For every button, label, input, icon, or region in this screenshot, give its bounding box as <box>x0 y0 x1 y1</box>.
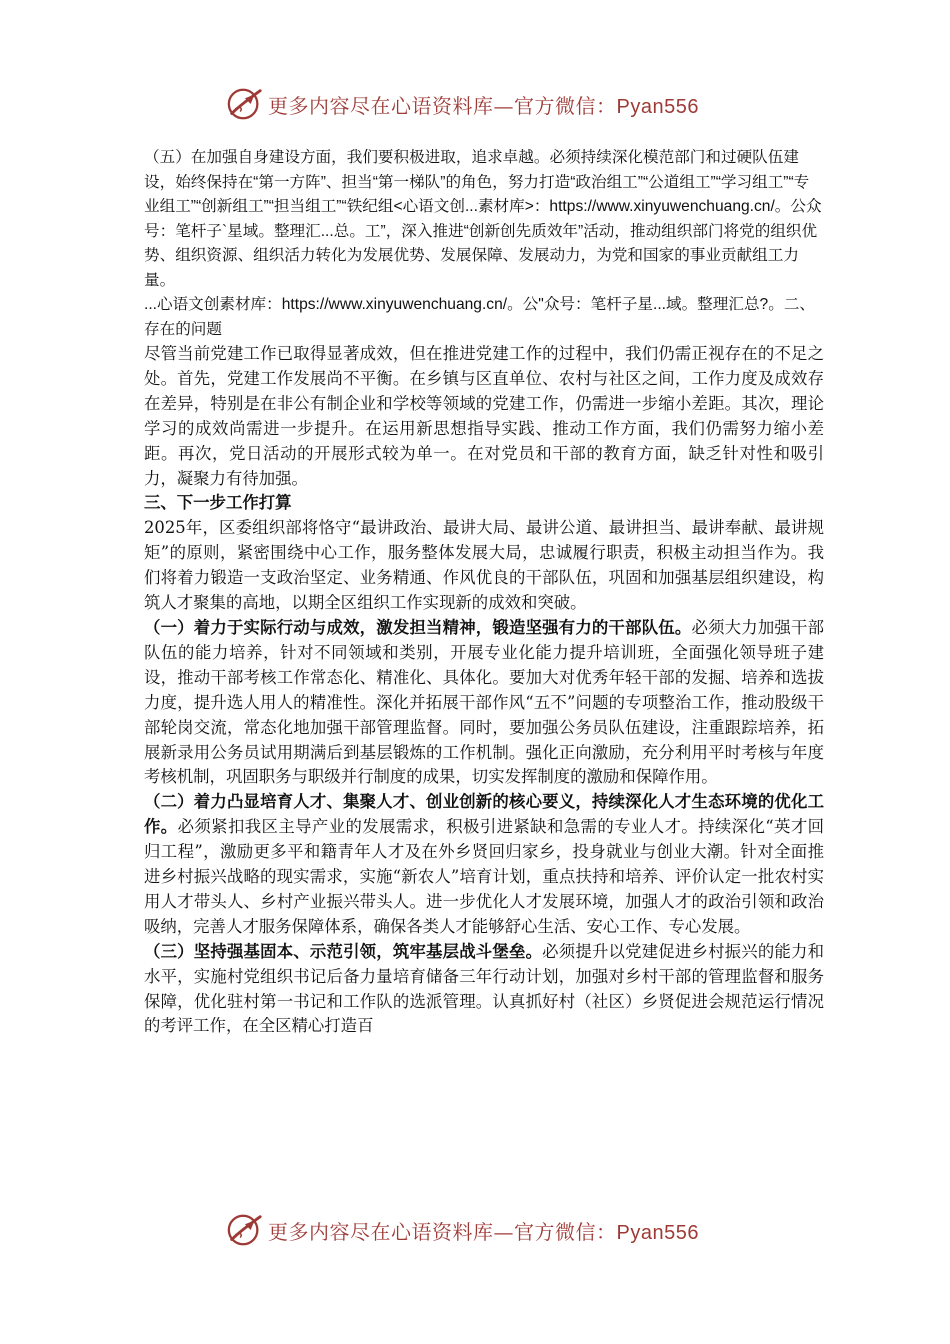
paragraph-heading-two: ...心语文创素材库：https://www.xinyuwenchuang.cn/。公"众号：笔杆子星...域。整理汇总?。二、存在的问题 <box>144 296 816 338</box>
banner-text: 更多内容尽在心语资料库—官方微信：Pyan556 <box>268 93 699 118</box>
wechat-id: Pyan556 <box>616 95 699 118</box>
paragraph-talent-lead: （二）着力凸显培育人才、集聚人才、创业创新的核心要义，持续深化人才生态环境的优化工作。 <box>144 792 824 837</box>
paragraph-problems: 尽管当前党建工作已取得显著成效，但在推进党建工作的过程中，我们仍需正视存在的不足之处。首先，党建工作发展尚不平衡。在乡镇与区直单位、农村与社区之间，工作力度及成效存在差异，特别是在非公有制企业和学校等领域的党建工作，仍需进一步缩小差距。其次，理论学习的成效尚需进一步提升。在运用新思想指导实践、推动工作方面，我们仍需努力缩小差距。再次，党日活动的开展形式较为单一。在对党员和干部的教育方面，缺乏针对性和吸引力，凝聚力有待加强。 <box>144 344 824 488</box>
document-body <box>144 146 824 1039</box>
wechat-id: Pyan556 <box>616 1221 699 1244</box>
pen-logo-icon <box>226 1211 264 1249</box>
paragraph-grassroots-text: 必须提升以党建促进乡村振兴的能力和水平，实施村党组织书记后备力量培育储备三年行动计划，加强对乡村干部的管理监督和服务保障，优化驻村第一书记和工作队的选派管理。认真抓好村（社区）乡贤促进会规范运行情况的考评工作，在全区精心打造百 <box>144 941 825 1036</box>
paragraph-2025-plan: 2025年，区委组织部将恪守“最讲政治、最讲大局、最讲公道、最讲担当、最讲奉献、最讲规矩”的原则，紧密围绕中心工作，服务整体发展大局，忠诚履行职责，积极主动担当作为。我们将着力锻造一支政治坚定、业务精通、作风优良的干部队伍，巩固和加强基层组织建设，构筑人才聚集的高地，以期全区组织工作实现新的成效和突破。 <box>144 518 824 613</box>
pen-logo-icon <box>226 85 264 123</box>
paragraph-five: （五）在加强自身建设方面，我们要积极进取，追求卓越。必须持续深化模范部门和过硬队伍建设，始终保持在“第一方阵”、担当“第一梯队”的角色，努力打造“政治组工”“公道组工”“学习组工”“专业组工”“创新组工”“担当组工”“铁纪组<心语文创...素材库>：https://www.xinyuwenchuang.cn/。公众号：笔杆子`星域。整理汇...总。工”，深入推进“创新创先质效年”活动，推动组织部门将党的组织优势、组织资源、组织活力转化为发展优势、发展保障、发展动力，为党和国家的事业贡献组工力量。 <box>144 149 822 289</box>
paragraph-grassroots-lead: （三）坚持强基固本、示范引领，筑牢基层战斗堡垒。 <box>144 941 543 961</box>
footer-banner <box>226 1210 699 1250</box>
paragraph-cadre-team <box>144 616 824 790</box>
paragraph-talent-text: 必须紧扣我区主导产业的发展需求，积极引进紧缺和急需的专业人才。持续深化“英才回归工程”，激励更多平和籍青年人才及在外乡贤回归家乡，投身就业与创业大潮。针对全面推进乡村振兴战略的现实需求，实施“新农人”培育计划，重点扶持和培养、评价认定一批农村实用人才带头人、乡村产业振兴带头人。进一步优化人才发展环境，加强人才的政治引领和政治吸纳，完善人才服务保障体系，确保各类人才能够舒心生活、安心工作、专心发展。 <box>144 817 824 936</box>
banner-text: 更多内容尽在心语资料库—官方微信：Pyan556 <box>268 1219 699 1244</box>
paragraph-talent <box>144 790 824 939</box>
paragraph-cadre-team-text: 必须大力加强干部队伍的能力培养，针对不同领域和类别，开展专业化能力提升培训班，全面强化领导班子建设，推动干部考核工作常态化、精准化、具体化。要加大对优秀年轻干部的发掘、培养和选拔力度，提升选人用人的精准性。深化并拓展干部作风“五不”问题的专项整治工作，推动股级干部轮岗交流，常态化地加强干部管理监督。同时，要加强公务员队伍建设，注重跟踪培养，拓展新录用公务员试用期满后到基层锻炼的工作机制。强化正向激励，充分利用平时考核与年度考核机制，巩固职务与职级并行制度的成果，切实发挥制度的激励和保障作用。 <box>144 617 825 787</box>
paragraph-grassroots <box>144 940 824 1040</box>
header-banner <box>226 84 699 124</box>
section-heading-three: 三、下一步工作打算 <box>144 493 292 513</box>
paragraph-cadre-team-lead: （一）着力于实际行动与成效，激发担当精神，锻造坚强有力的干部队伍。 <box>144 617 692 637</box>
